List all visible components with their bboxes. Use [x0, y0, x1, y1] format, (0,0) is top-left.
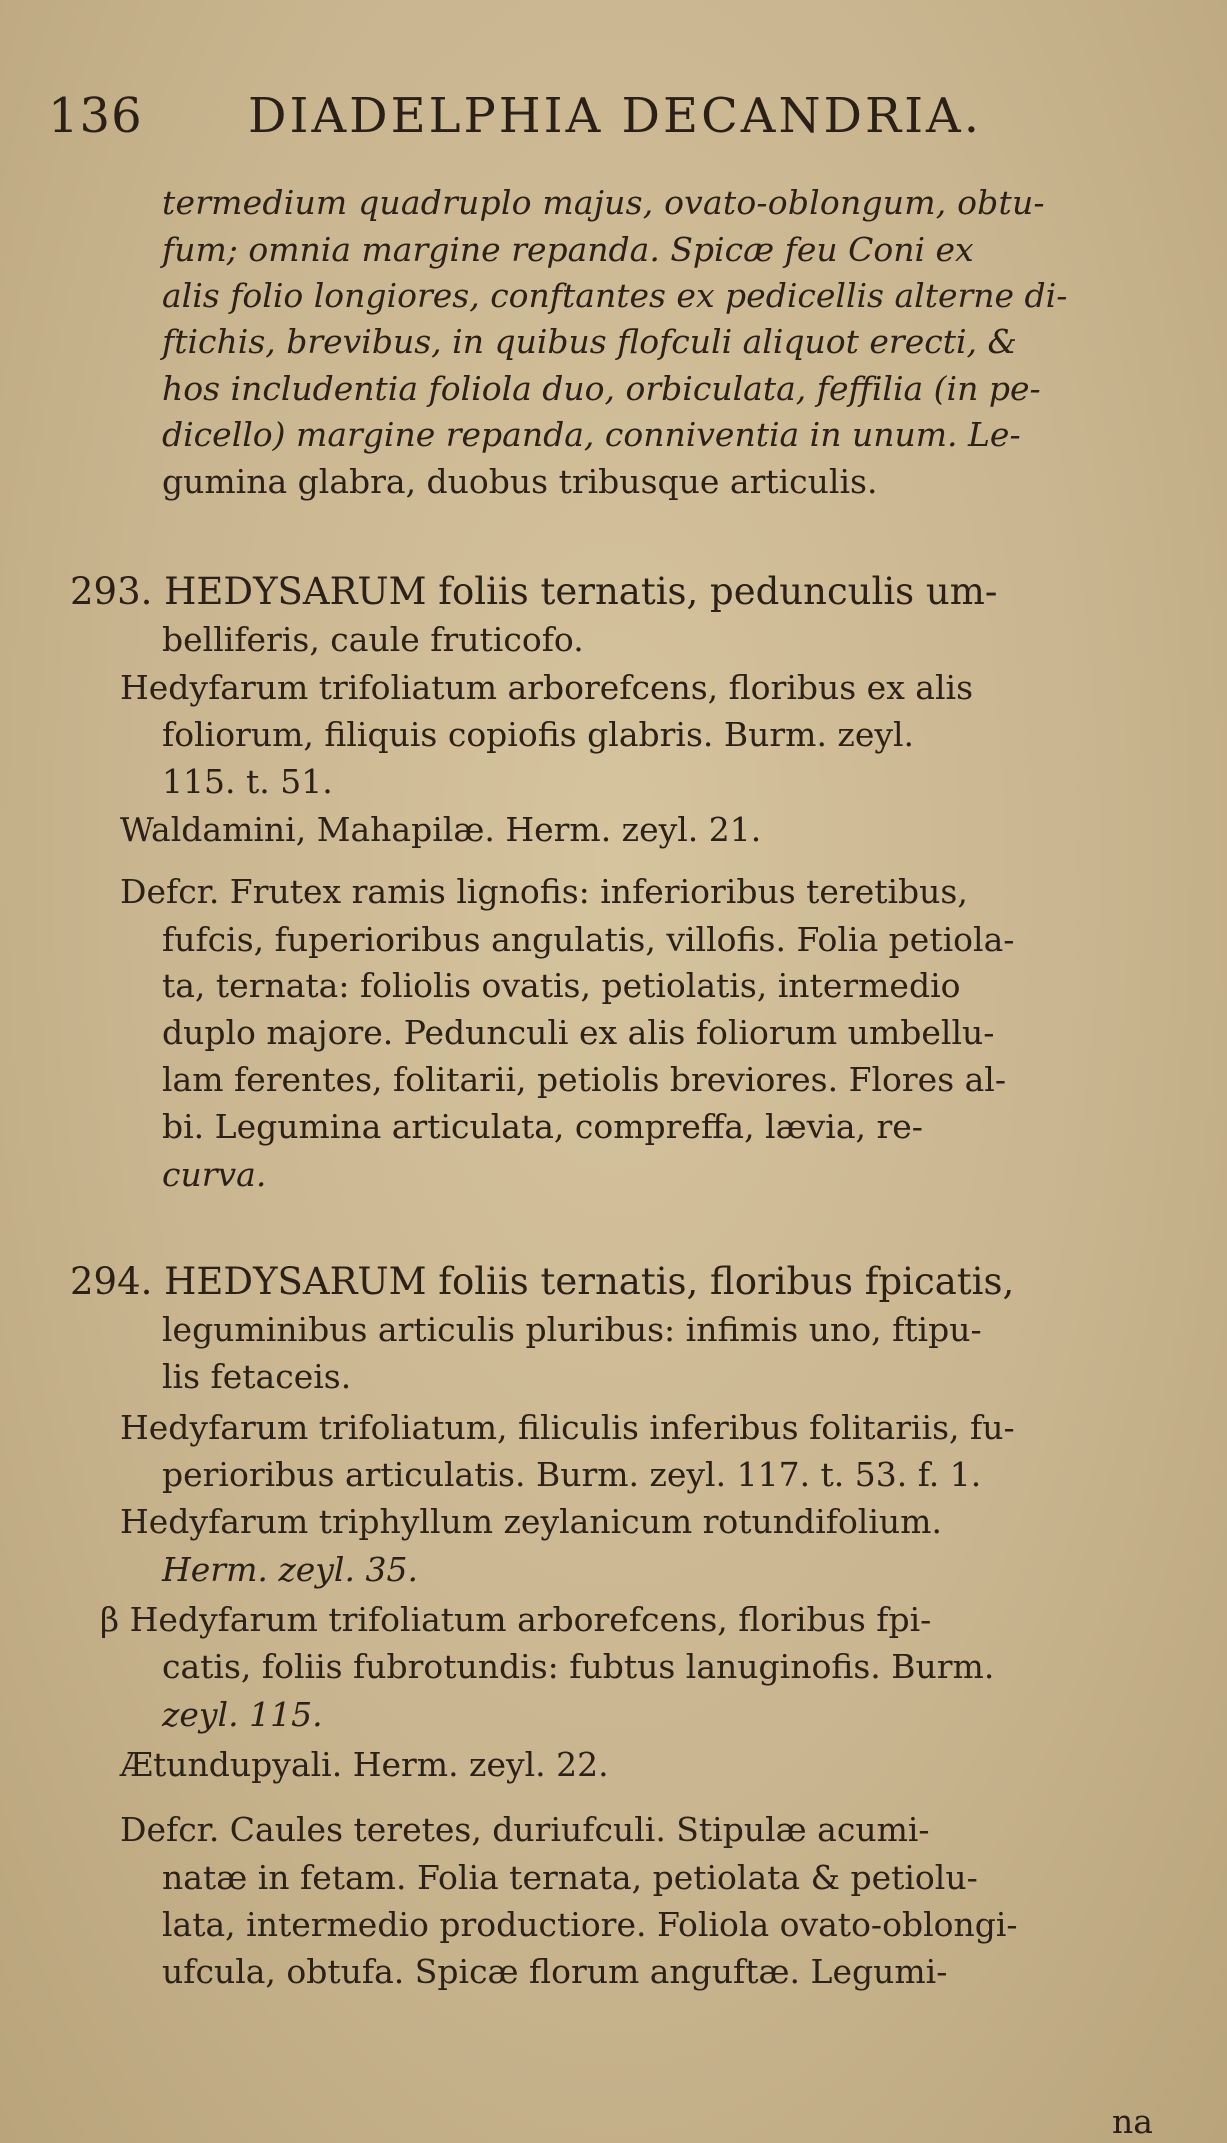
text-line: Defcr. Frutex ramis lignofis: inferioribus teretibus, — [120, 872, 968, 911]
running-header — [48, 88, 1178, 148]
text-line: fufcis, fuperioribus angulatis, villofis. Folia petiola- — [162, 920, 1015, 959]
text-line: perioribus articulatis. Burm. zeyl. 117. t. 53. f. 1. — [162, 1455, 982, 1494]
text-line: fum; omnia margine repanda. Spicæ feu Coni ex — [162, 230, 974, 269]
text-line: catis, foliis fubrotundis: fubtus lanuginofis. Burm. — [162, 1647, 995, 1686]
text-line: 115. t. 51. — [162, 762, 333, 801]
entry-heading-293: 293. HEDYSARUM foliis ternatis, pedunculis um- — [70, 570, 998, 613]
text-line: Herm. zeyl. 35. — [162, 1550, 418, 1589]
text-line: β Hedyfarum trifoliatum arborefcens, floribus fpi- — [100, 1600, 932, 1639]
text-line: natæ in fetam. Folia ternata, petiolata & petiolu- — [162, 1858, 978, 1897]
text-line: zeyl. 115. — [162, 1695, 323, 1734]
text-line: hos includentia foliola duo, orbiculata, feffilia (in pe- — [162, 369, 1041, 408]
text-line: termedium quadruplo majus, ovato-oblongum, obtu- — [162, 183, 1045, 222]
text-line: duplo majore. Pedunculi ex alis foliorum umbellu- — [162, 1013, 995, 1052]
text-line: Waldamini, Mahapilæ. Herm. zeyl. 21. — [120, 810, 762, 849]
text-line: Defcr. Caules teretes, duriufculi. Stipulæ acumi- — [120, 1810, 930, 1849]
text-line: belliferis, caule fruticofo. — [162, 620, 584, 659]
entry-heading-294: 294. HEDYSARUM foliis ternatis, floribus fpicatis, — [70, 1260, 1015, 1303]
text-line: curva. — [162, 1155, 267, 1194]
page-number: 136 — [48, 88, 143, 144]
text-line: lata, intermedio productiore. Foliola ovato-oblongi- — [162, 1905, 1018, 1944]
catchword: na — [1112, 2102, 1153, 2141]
text-line: leguminibus articulis pluribus: infimis uno, ftipu- — [162, 1310, 982, 1349]
text-line: gumina glabra, duobus tribusque articulis. — [162, 462, 878, 501]
running-title: DIADELPHIA DECANDRIA. — [248, 88, 982, 144]
text-line: foliorum, filiquis copiofis glabris. Burm. zeyl. — [162, 715, 915, 754]
text-line: ftichis, brevibus, in quibus flofculi aliquot erecti, & — [162, 322, 1017, 361]
text-line: Ætundupyali. Herm. zeyl. 22. — [120, 1745, 609, 1784]
text-line: lis fetaceis. — [162, 1357, 352, 1396]
text-line: dicello) margine repanda, conniventia in unum. Le- — [162, 415, 1021, 454]
text-line: Hedyfarum trifoliatum arborefcens, floribus ex alis — [120, 668, 974, 707]
text-line: lam ferentes, folitarii, petiolis breviores. Flores al- — [162, 1060, 1007, 1099]
text-line: alis folio longiores, conftantes ex pedicellis alterne di- — [162, 276, 1068, 315]
text-line: ufcula, obtufa. Spicæ florum anguftæ. Legumi- — [162, 1952, 948, 1991]
text-line: Hedyfarum triphyllum zeylanicum rotundifolium. — [120, 1502, 942, 1541]
text-line: ta, ternata: foliolis ovatis, petiolatis, intermedio — [162, 966, 961, 1005]
text-line: Hedyfarum trifoliatum, filiculis inferibus folitariis, fu- — [120, 1408, 1015, 1447]
text-line: bi. Legumina articulata, compreffa, lævia, re- — [162, 1107, 923, 1146]
